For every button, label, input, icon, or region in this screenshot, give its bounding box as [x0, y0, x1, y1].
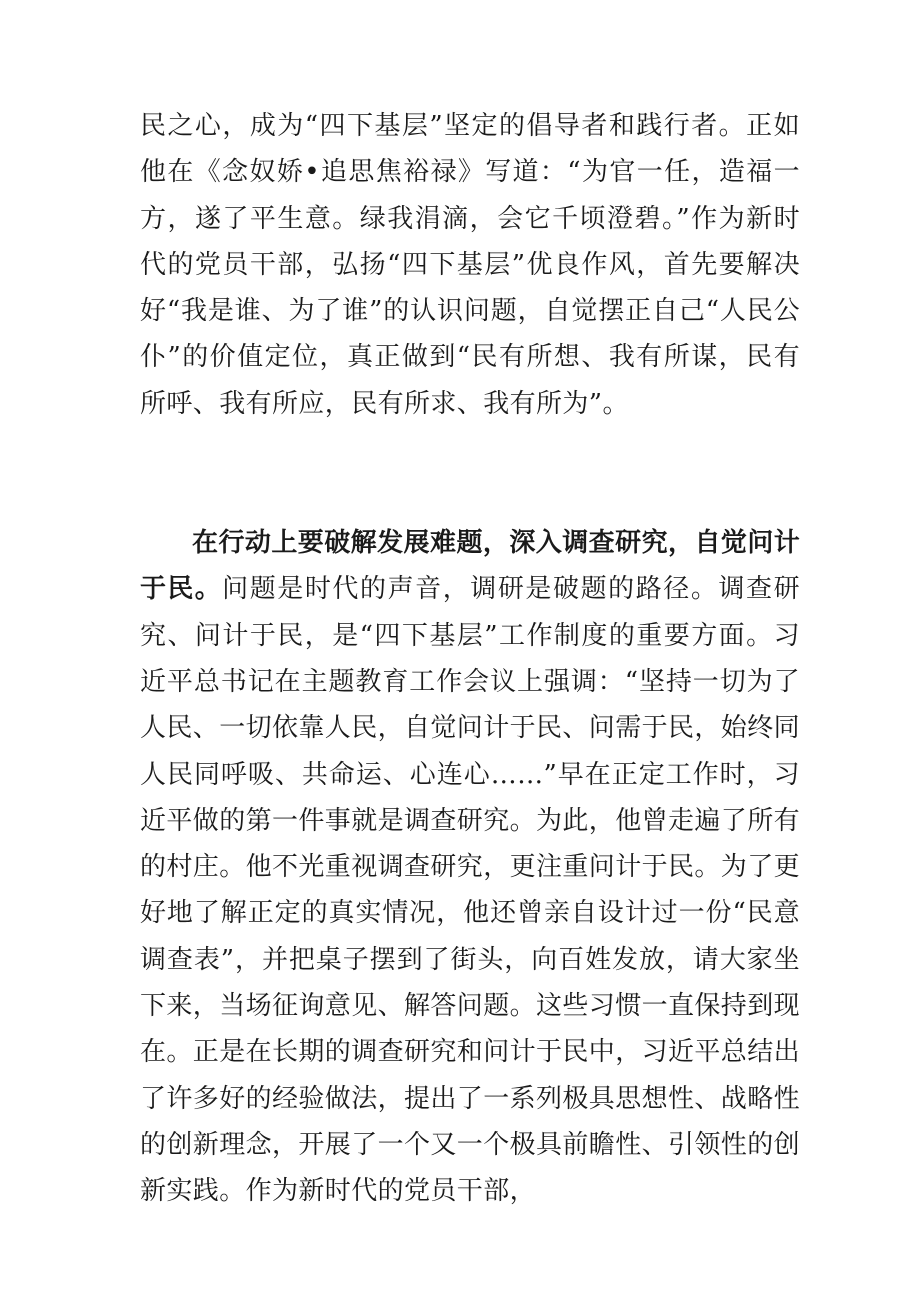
paragraph-lead-sentence: 在行动上要破解发展难题，深入调查研究，自觉问计于民。	[140, 528, 800, 605]
document-page	[140, 103, 800, 1215]
paragraph-continuation: 民之心，成为“四下基层”坚定的倡导者和践行者。正如他在《念奴娇•追思焦裕禄》写道：“为官一任，造福一方，遂了平生意。绿我涓滴，会它千顷澄碧。”作为新时代的党员干部，弘扬“四下基层”优良作风，首先要解决好“我是谁、为了谁”的认识问题，自觉摆正自己“人民公仆”的价值定位，真正做到“民有所想、我有所谋，民有所呼、我有所应，民有所求、我有所为”。	[140, 111, 800, 419]
paragraph-action	[140, 520, 800, 1214]
paragraph-body-text: 问题是时代的声音，调研是破题的路径。调查研究、问计于民，是“四下基层”工作制度的重要方面。习近平总书记在主题教育工作会议上强调：“坚持一切为了人民、一切依靠人民，自觉问计于民、问需于民，始终同人民同呼吸、共命运、心连心……”早在正定工作时，习近平做的第一件事就是调查研究。为此，他曾走遍了所有的村庄。他不光重视调查研究，更注重问计于民。为了更好地了解正定的真实情况，他还曾亲自设计过一份“民意调查表”，并把桌子摆到了街头，向百姓发放，请大家坐下来，当场征询意见、解答问题。这些习惯一直保持到现在。正是在长期的调查研究和问计于民中，习近平总结出了许多好的经验做法，提出了一系列极具思想性、战略性的创新理念，开展了一个又一个极具前瞻性、引领性的创新实践。作为新时代的党员干部，	[140, 574, 801, 1207]
paragraph-spacing	[140, 427, 800, 520]
